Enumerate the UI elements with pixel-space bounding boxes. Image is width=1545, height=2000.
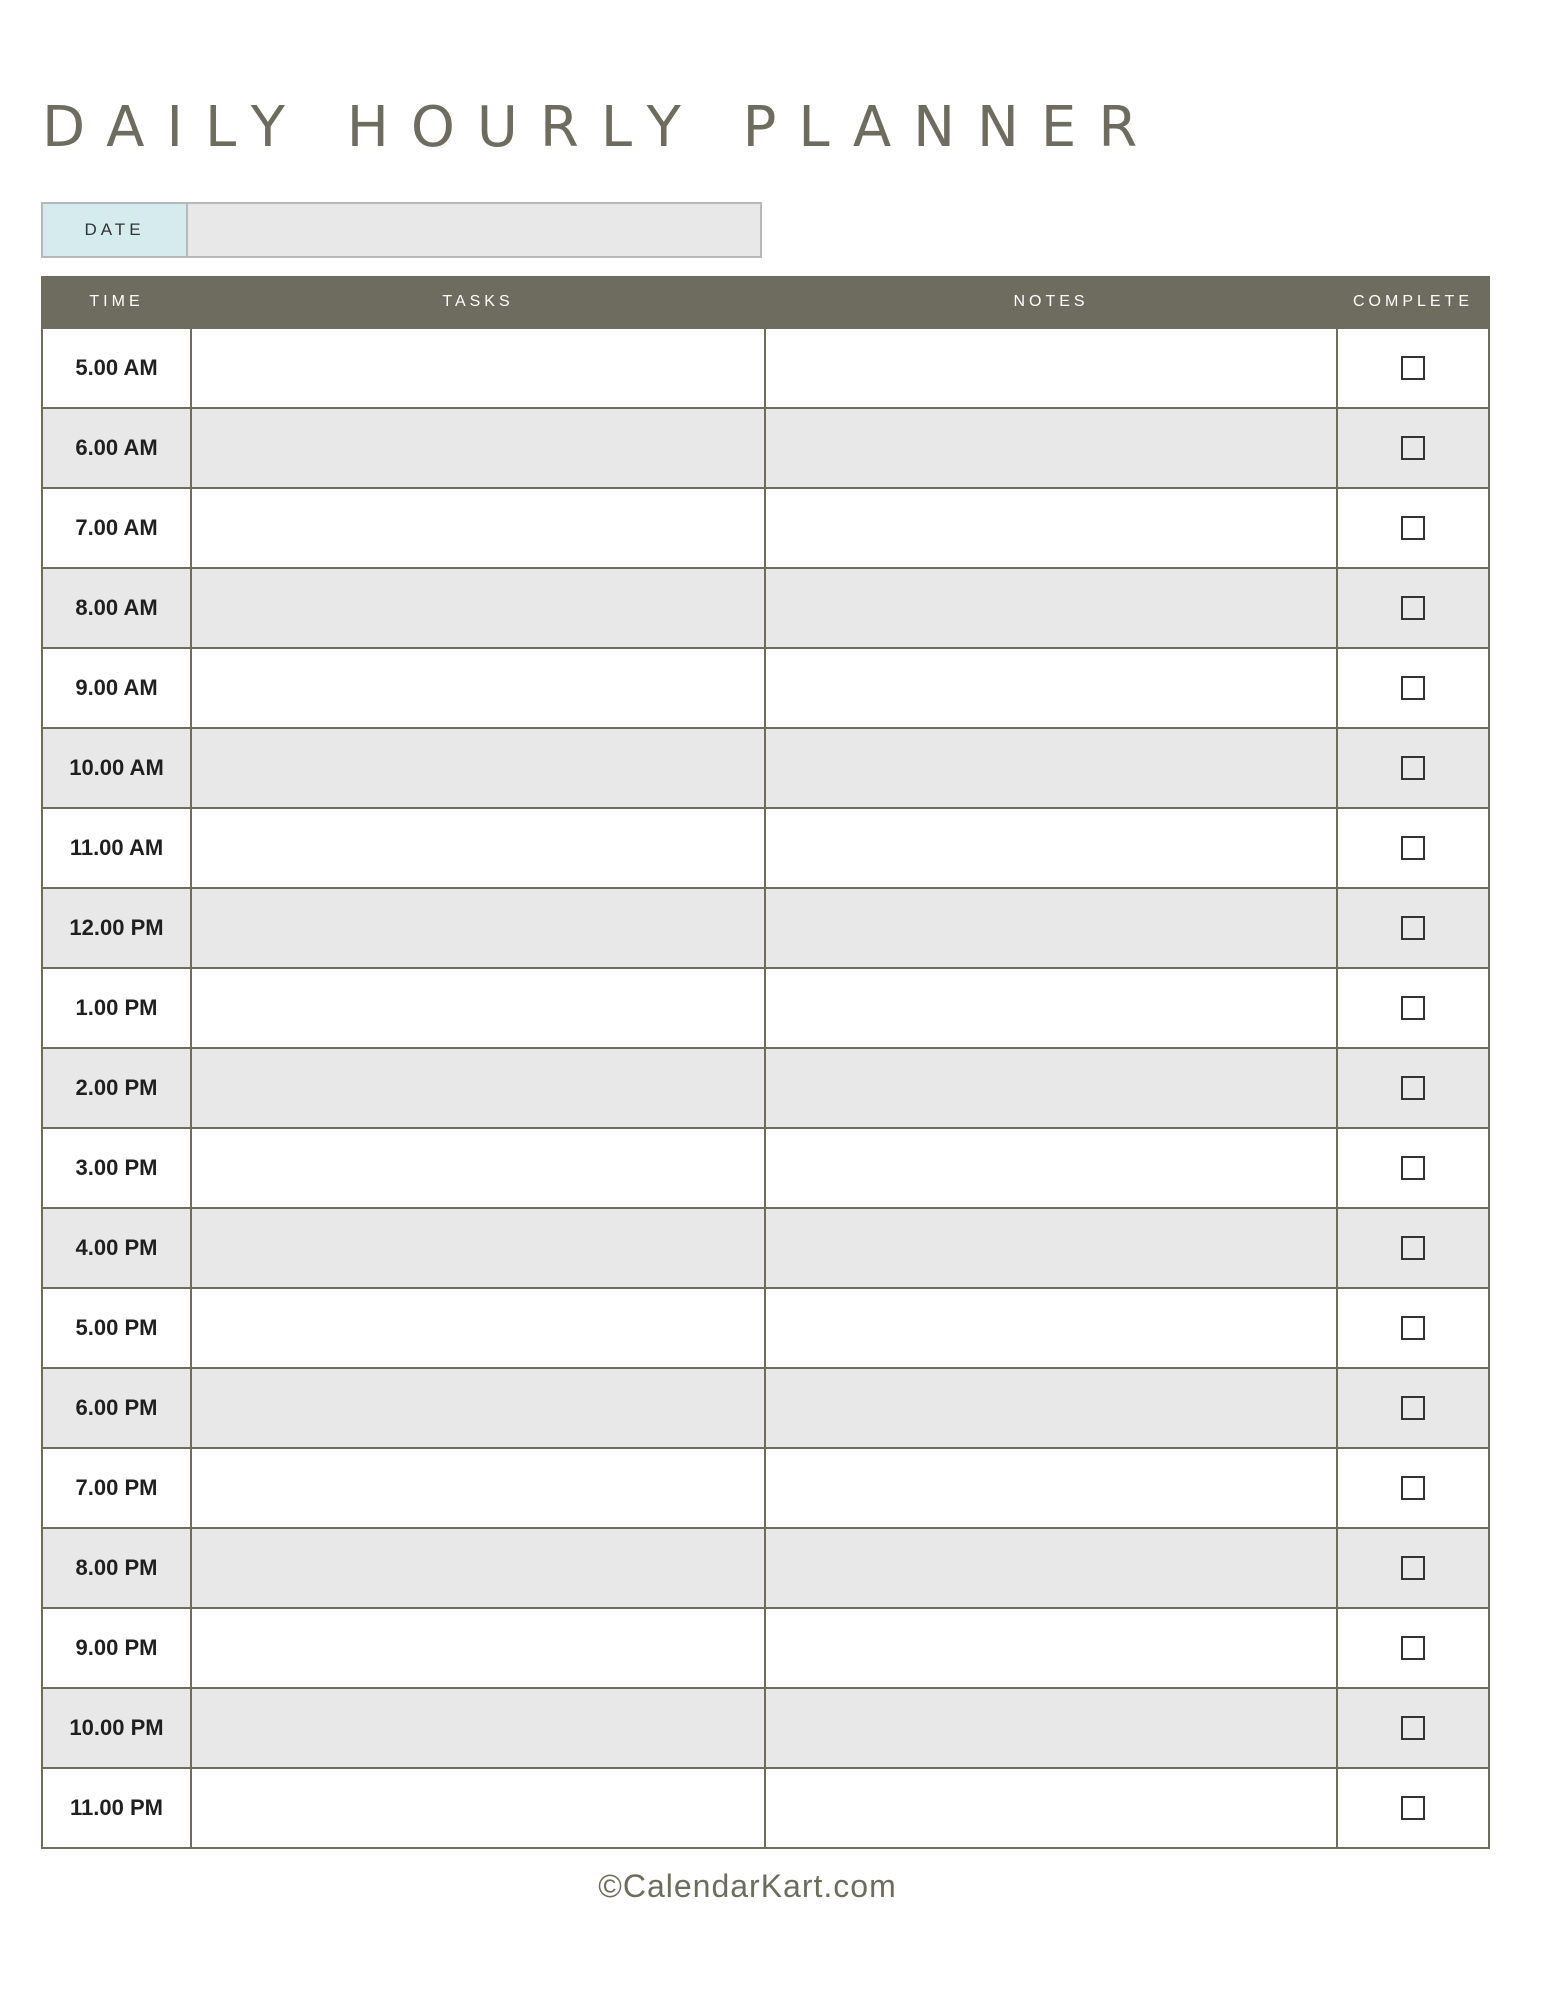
note-cell[interactable] — [765, 488, 1337, 568]
complete-cell — [1337, 1608, 1489, 1688]
task-cell[interactable] — [191, 1288, 765, 1368]
table-header-row — [42, 276, 1489, 328]
task-cell[interactable] — [191, 1048, 765, 1128]
table-row — [42, 1368, 1489, 1448]
note-cell[interactable] — [765, 1688, 1337, 1768]
header-complete: COMPLETE — [1337, 276, 1489, 328]
complete-cell — [1337, 888, 1489, 968]
table-row — [42, 328, 1489, 408]
task-cell[interactable] — [191, 808, 765, 888]
complete-checkbox[interactable] — [1401, 1556, 1425, 1580]
note-cell[interactable] — [765, 568, 1337, 648]
complete-checkbox[interactable] — [1401, 1396, 1425, 1420]
complete-cell — [1337, 1128, 1489, 1208]
complete-checkbox[interactable] — [1401, 676, 1425, 700]
header-time: TIME — [42, 276, 191, 328]
task-cell[interactable] — [191, 648, 765, 728]
complete-cell — [1337, 568, 1489, 648]
time-cell: 10.00 AM — [42, 728, 191, 808]
complete-cell — [1337, 1768, 1489, 1848]
note-cell[interactable] — [765, 1608, 1337, 1688]
table-row — [42, 1688, 1489, 1768]
note-cell[interactable] — [765, 1208, 1337, 1288]
date-field-group — [41, 202, 762, 258]
note-cell[interactable] — [765, 1448, 1337, 1528]
time-cell: 8.00 AM — [42, 568, 191, 648]
table-row — [42, 1288, 1489, 1368]
complete-cell — [1337, 1688, 1489, 1768]
note-cell[interactable] — [765, 648, 1337, 728]
time-cell: 7.00 AM — [42, 488, 191, 568]
complete-checkbox[interactable] — [1401, 1076, 1425, 1100]
task-cell[interactable] — [191, 888, 765, 968]
complete-checkbox[interactable] — [1401, 1316, 1425, 1340]
time-cell: 10.00 PM — [42, 1688, 191, 1768]
time-cell: 5.00 AM — [42, 328, 191, 408]
note-cell[interactable] — [765, 1048, 1337, 1128]
time-cell: 9.00 AM — [42, 648, 191, 728]
time-cell: 9.00 PM — [42, 1608, 191, 1688]
table-row — [42, 1128, 1489, 1208]
task-cell[interactable] — [191, 328, 765, 408]
complete-checkbox[interactable] — [1401, 1796, 1425, 1820]
table-row — [42, 888, 1489, 968]
table-row — [42, 728, 1489, 808]
hourly-planner-table — [41, 276, 1490, 1849]
complete-cell — [1337, 1368, 1489, 1448]
table-body — [42, 328, 1489, 1848]
complete-cell — [1337, 648, 1489, 728]
complete-cell — [1337, 1288, 1489, 1368]
footer-copyright: ©CalendarKart.com — [598, 1868, 897, 1904]
complete-checkbox[interactable] — [1401, 1236, 1425, 1260]
complete-checkbox[interactable] — [1401, 1636, 1425, 1660]
time-cell: 3.00 PM — [42, 1128, 191, 1208]
note-cell[interactable] — [765, 1288, 1337, 1368]
note-cell[interactable] — [765, 808, 1337, 888]
task-cell[interactable] — [191, 408, 765, 488]
complete-checkbox[interactable] — [1401, 436, 1425, 460]
table-row — [42, 1048, 1489, 1128]
time-cell: 7.00 PM — [42, 1448, 191, 1528]
time-cell: 8.00 PM — [42, 1528, 191, 1608]
task-cell[interactable] — [191, 1368, 765, 1448]
time-cell: 11.00 AM — [42, 808, 191, 888]
task-cell[interactable] — [191, 1128, 765, 1208]
complete-cell — [1337, 1528, 1489, 1608]
table-row — [42, 968, 1489, 1048]
time-cell: 4.00 PM — [42, 1208, 191, 1288]
time-cell: 12.00 PM — [42, 888, 191, 968]
time-cell: 1.00 PM — [42, 968, 191, 1048]
table-row — [42, 648, 1489, 728]
date-label: DATE — [43, 204, 188, 256]
table-row — [42, 1448, 1489, 1528]
complete-checkbox[interactable] — [1401, 1156, 1425, 1180]
table-row — [42, 808, 1489, 888]
task-cell[interactable] — [191, 1608, 765, 1688]
complete-cell — [1337, 1048, 1489, 1128]
complete-checkbox[interactable] — [1401, 756, 1425, 780]
note-cell[interactable] — [765, 1368, 1337, 1448]
complete-cell — [1337, 968, 1489, 1048]
complete-checkbox[interactable] — [1401, 836, 1425, 860]
complete-cell — [1337, 1448, 1489, 1528]
complete-checkbox[interactable] — [1401, 516, 1425, 540]
complete-checkbox[interactable] — [1401, 596, 1425, 620]
table-row — [42, 1768, 1489, 1848]
header-tasks: TASKS — [191, 276, 765, 328]
complete-cell — [1337, 1208, 1489, 1288]
table-row — [42, 408, 1489, 488]
note-cell[interactable] — [765, 328, 1337, 408]
complete-checkbox[interactable] — [1401, 1476, 1425, 1500]
note-cell[interactable] — [765, 1528, 1337, 1608]
task-cell[interactable] — [191, 1208, 765, 1288]
table-row — [42, 1208, 1489, 1288]
task-cell[interactable] — [191, 968, 765, 1048]
complete-checkbox[interactable] — [1401, 916, 1425, 940]
time-cell: 11.00 PM — [42, 1768, 191, 1848]
note-cell[interactable] — [765, 968, 1337, 1048]
complete-checkbox[interactable] — [1401, 1716, 1425, 1740]
task-cell[interactable] — [191, 1528, 765, 1608]
note-cell[interactable] — [765, 1768, 1337, 1848]
task-cell[interactable] — [191, 568, 765, 648]
task-cell[interactable] — [191, 488, 765, 568]
date-input[interactable] — [188, 204, 760, 256]
page-title: DAILY HOURLY PLANNER — [42, 95, 1160, 160]
task-cell[interactable] — [191, 728, 765, 808]
complete-checkbox[interactable] — [1401, 356, 1425, 380]
complete-cell — [1337, 808, 1489, 888]
time-cell: 6.00 PM — [42, 1368, 191, 1448]
time-cell: 2.00 PM — [42, 1048, 191, 1128]
complete-cell — [1337, 408, 1489, 488]
table-row — [42, 1528, 1489, 1608]
header-notes: NOTES — [765, 276, 1337, 328]
time-cell: 6.00 AM — [42, 408, 191, 488]
table-row — [42, 1608, 1489, 1688]
time-cell: 5.00 PM — [42, 1288, 191, 1368]
task-cell[interactable] — [191, 1448, 765, 1528]
note-cell[interactable] — [765, 728, 1337, 808]
note-cell[interactable] — [765, 408, 1337, 488]
note-cell[interactable] — [765, 1128, 1337, 1208]
complete-cell — [1337, 488, 1489, 568]
note-cell[interactable] — [765, 888, 1337, 968]
complete-cell — [1337, 328, 1489, 408]
complete-checkbox[interactable] — [1401, 996, 1425, 1020]
task-cell[interactable] — [191, 1688, 765, 1768]
complete-cell — [1337, 728, 1489, 808]
table-row — [42, 568, 1489, 648]
task-cell[interactable] — [191, 1768, 765, 1848]
table-row — [42, 488, 1489, 568]
